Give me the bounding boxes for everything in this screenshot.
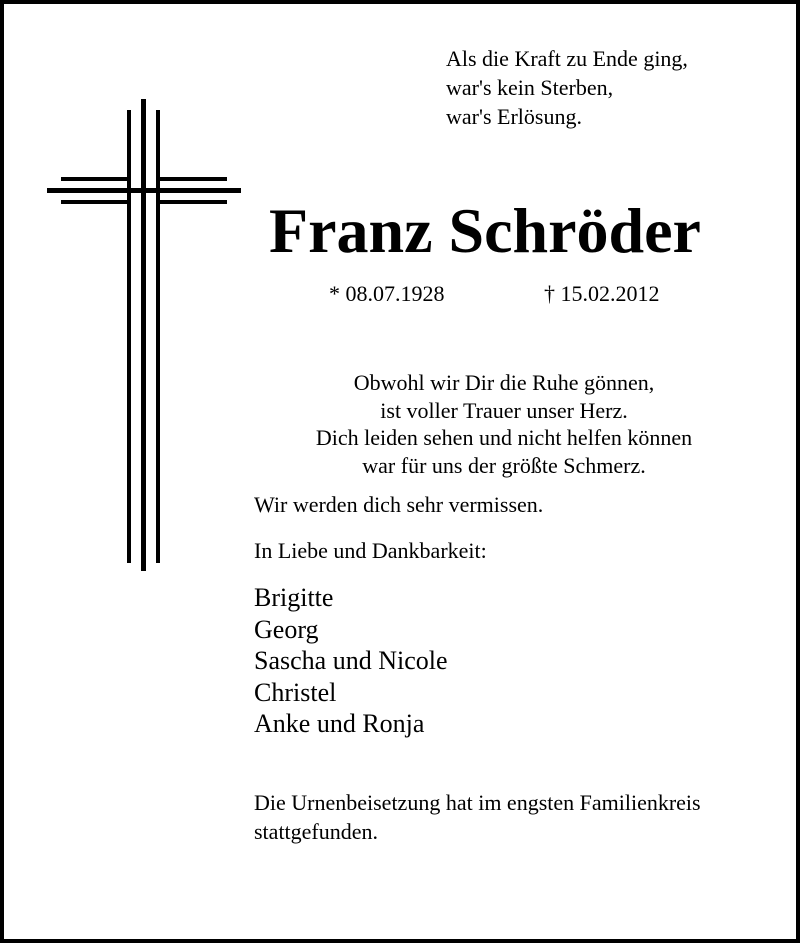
family-member: Christel bbox=[254, 677, 337, 707]
miss-text: Wir werden dich sehr vermissen. bbox=[254, 492, 544, 517]
family-member: Sascha und Nicole bbox=[254, 646, 448, 675]
poem bbox=[254, 369, 754, 479]
verse-line: war's kein Sterben, bbox=[446, 75, 614, 100]
burial-note bbox=[254, 788, 701, 846]
poem-line: war für uns der größte Schmerz. bbox=[362, 452, 646, 478]
birth-date: * 08.07.1928 bbox=[329, 281, 445, 306]
family-member: Brigitte bbox=[254, 583, 334, 612]
poem-line: ist voller Trauer unser Herz. bbox=[380, 397, 628, 423]
note-line: stattgefunden. bbox=[254, 819, 379, 844]
family-list bbox=[254, 582, 448, 740]
poem-line: Obwohl wir Dir die Ruhe gönnen, bbox=[353, 370, 655, 395]
verse-line: war's Erlösung. bbox=[446, 104, 582, 129]
note-line: Die Urnenbeisetzung hat im engsten Familienkreis bbox=[254, 790, 701, 815]
poem-line: Dich leiden sehen und nicht helfen können bbox=[315, 425, 693, 450]
deceased-name: Franz Schröder bbox=[269, 195, 701, 266]
death-date: † 15.02.2012 bbox=[544, 281, 660, 306]
family-member: Anke und Ronja bbox=[254, 709, 425, 738]
family-member: Georg bbox=[254, 614, 319, 644]
love-text: In Liebe und Dankbarkeit: bbox=[254, 538, 487, 563]
verse bbox=[446, 44, 688, 131]
verse-line: Als die Kraft zu Ende ging, bbox=[446, 46, 688, 71]
